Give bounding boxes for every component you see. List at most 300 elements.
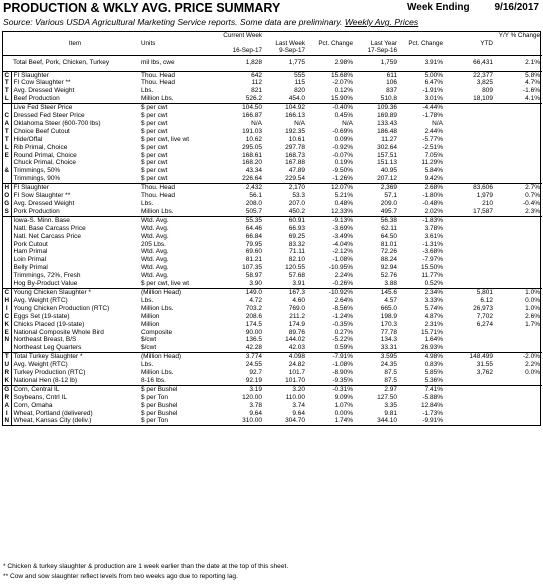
cell-yy-change: 4.7%: [525, 79, 540, 87]
cell-pct-change: 0.27%: [334, 328, 353, 336]
cell-last-year: 837: [386, 87, 397, 95]
cell-ytd: 5,801: [445, 288, 495, 296]
cell-pct-change-2: 1.64%: [424, 336, 443, 344]
table-row: [3, 175, 542, 183]
cell-yy-change: [495, 152, 542, 160]
cell-units: 205 Lbs.: [141, 240, 166, 248]
cell-units: Million Lbs.: [141, 207, 174, 215]
table-row: [3, 128, 542, 136]
cell-yy-change: [495, 120, 542, 128]
cell-pct-change: -0.26%: [332, 280, 353, 288]
cell-yy-change: 4.1%: [525, 95, 540, 103]
cell-units: Million: [141, 312, 160, 320]
table-row: [3, 256, 542, 264]
cell-last-week: 211.2: [289, 312, 305, 320]
cell-units: Million: [141, 320, 160, 328]
cell-current-week: 107.35: [242, 264, 262, 272]
table-row: [3, 385, 542, 393]
table-row: [3, 112, 542, 120]
cell-yy-change: [495, 241, 542, 249]
cell-current-week: 81.21: [245, 256, 262, 264]
table-row: [3, 79, 542, 87]
cell-units: Wtd. Avg.: [141, 256, 169, 264]
total-units: mil lbs, cwe: [139, 55, 220, 71]
cell-current-week: 168.61: [242, 151, 262, 159]
section-letter: T: [3, 353, 11, 361]
table-row: [3, 167, 542, 175]
cell-current-week: 821: [251, 87, 262, 95]
cell-units: $/cwt: [141, 336, 157, 344]
cell-last-year: 72.26: [380, 248, 397, 256]
cell-last-year: 611: [355, 71, 399, 79]
cell-pct-change: 2.64%: [334, 296, 353, 304]
cell-yy-change: [495, 136, 542, 144]
cell-current-week: 66.84: [245, 232, 262, 240]
cell-units: Million Lbs.: [141, 304, 174, 312]
cell-current-week: 43.34: [245, 167, 262, 175]
cell-yy-change: [495, 128, 542, 136]
section-letter: E: [4, 328, 9, 336]
cell-ytd: 22,377: [445, 71, 495, 79]
cell-item: FI Slaughter: [11, 184, 139, 192]
table-row: [3, 344, 542, 352]
cell-last-year: 2.97: [355, 385, 399, 393]
cell-last-year: 62.11: [381, 224, 397, 232]
cell-ytd: 6.12: [480, 296, 493, 304]
col-current-week-label: Current Week: [223, 32, 262, 39]
table-row: [3, 216, 542, 224]
cell-yy-change: [495, 175, 542, 183]
cell-item: Belly Primal: [11, 264, 139, 272]
cell-units: Wtd. Avg.: [141, 248, 169, 256]
table-row: [3, 353, 542, 361]
section-letter: H: [4, 184, 10, 192]
cell-last-week: 57.68: [288, 272, 305, 280]
cell-last-year: 92.94: [380, 264, 397, 272]
cell-item: Wheat, Kansas City (deliv.): [11, 417, 139, 425]
cell-last-week: 3.20: [264, 385, 307, 393]
cell-last-year: 52.76: [380, 272, 397, 280]
table-row: [3, 200, 542, 208]
section-letter: H: [4, 296, 10, 304]
cell-yy-change: [495, 336, 542, 344]
cell-last-year: 344.10: [377, 417, 397, 425]
section-letter: [3, 175, 11, 183]
cell-ytd: [445, 241, 495, 249]
cell-ytd: [445, 272, 495, 280]
cell-pct-change-2: -4.44%: [399, 104, 445, 112]
cell-pct-change-2: -1.80%: [422, 192, 443, 200]
cell-last-year: 3.35: [384, 401, 397, 409]
cell-ytd: [445, 410, 495, 418]
cell-item: Wheat, Portland (delivered): [11, 410, 139, 418]
cell-item: Loin Primal: [11, 256, 139, 264]
total-item: Total Beef, Pork, Chicken, Turkey: [11, 55, 139, 71]
cell-current-week: 526.2: [245, 95, 262, 103]
cell-item: Choice Beef Cutout: [11, 128, 139, 136]
cell-ytd: [445, 394, 495, 402]
cell-pct-change-2: 3.01%: [424, 95, 443, 103]
cell-item: Iowa-S. Minn. Base: [11, 216, 139, 224]
cell-yy-change: 0.0%: [525, 369, 540, 377]
cell-pct-change-2: 2.44%: [424, 127, 443, 135]
cell-pct-change: 12.07%: [307, 184, 355, 192]
cell-ytd: [445, 167, 495, 175]
cell-units: Wtd. Avg.: [141, 264, 169, 272]
cell-last-year: 127.50: [377, 393, 397, 401]
cell-pct-change: -0.69%: [332, 127, 353, 135]
cell-yy-change: -1.6%: [523, 87, 540, 95]
cell-last-year: 56.38: [355, 216, 399, 224]
cell-pct-change: 1.74%: [334, 417, 353, 425]
cell-ytd: [445, 336, 495, 344]
cell-current-week: 149.0: [220, 288, 264, 296]
col-last-week: Last Week: [275, 39, 305, 47]
cell-units: Million Lbs.: [141, 369, 174, 377]
cell-pct-change-2: 12.84%: [420, 401, 443, 409]
table-row: [3, 410, 542, 418]
table-row: [3, 192, 542, 200]
table-row: [3, 361, 542, 369]
cell-item: Chuck Primal, Choice: [11, 159, 139, 167]
cell-pct-change: -3.49%: [332, 232, 353, 240]
section-letter: [3, 280, 11, 288]
cell-pct-change: 2.24%: [334, 272, 353, 280]
cell-last-year: 186.48: [377, 127, 397, 135]
cell-pct-change-2: 11.29%: [421, 159, 443, 167]
cell-units: Composite: [141, 328, 173, 336]
cell-last-week: 47.89: [288, 167, 305, 175]
cell-item: Avg. Weight (RTC): [11, 297, 139, 305]
section-letter: L: [4, 143, 9, 151]
section-letter: E: [4, 151, 9, 159]
cell-pct-change: -3.69%: [332, 224, 353, 232]
section-letter: [3, 216, 11, 224]
cell-last-year: 87.5: [384, 369, 397, 377]
summary-table-container: [2, 31, 541, 426]
cell-item: Natl. Net Carcass Price: [11, 233, 139, 241]
cell-last-year: 302.64: [377, 143, 397, 151]
cell-current-week: 3.774: [220, 353, 264, 361]
cell-pct-change: -9.50%: [332, 167, 353, 175]
cell-current-week: 3.90: [249, 280, 262, 288]
total-yy: 2.1%: [495, 55, 542, 71]
cell-item: Round Primal, Choice: [11, 152, 139, 160]
cell-current-week: 112: [251, 79, 262, 87]
cell-pct-change-2: 5.36%: [424, 376, 443, 384]
col-yy-change: Y/Y % Change: [498, 32, 540, 39]
cell-pct-change-2: 5.74%: [424, 304, 443, 312]
cell-item: Pork Cutout: [11, 241, 139, 249]
cell-pct-change: -1.08%: [332, 256, 353, 264]
table-row: [3, 159, 542, 167]
cell-units: $ per Bushel: [141, 401, 178, 409]
cell-current-week: 104.50: [220, 104, 264, 112]
cell-last-year: 77.78: [380, 328, 397, 336]
col-pct-change-2: Pct. Change: [408, 39, 443, 47]
week-ending-label: Week Ending: [407, 2, 470, 13]
cell-pct-change: -1.24%: [332, 312, 353, 320]
section-letter: A: [4, 401, 10, 409]
cell-pct-change-2: 9.42%: [424, 175, 443, 183]
table-row: [3, 184, 542, 192]
section-letter: C: [4, 288, 10, 296]
cell-last-week: 53.3: [292, 192, 305, 200]
cell-item: Trimmings, 50%: [11, 167, 139, 175]
cell-last-week: 89.76: [288, 328, 305, 336]
cell-last-week: 555: [264, 71, 307, 79]
section-letter: [3, 248, 11, 256]
cell-pct-change: -0.92%: [332, 143, 353, 151]
cell-current-week: 4.72: [249, 296, 262, 304]
cell-yy-change: [495, 410, 542, 418]
cell-last-year: 145.6: [355, 288, 399, 296]
cell-pct-change: -5.22%: [332, 336, 353, 344]
cell-last-week: 83.32: [288, 240, 305, 248]
table-row: [3, 71, 542, 79]
section-letter: G: [4, 385, 10, 393]
section-letter: N: [4, 336, 10, 344]
cell-current-week: 295.05: [242, 143, 262, 151]
cell-current-week: 120.00: [242, 393, 262, 401]
cell-ytd: 6,274: [476, 320, 493, 328]
cell-last-week: 454.0: [288, 95, 305, 103]
cell-ytd: [445, 225, 495, 233]
cell-pct-change: -8.90%: [332, 369, 353, 377]
section-letter: G: [4, 200, 10, 207]
cell-last-year: 87.5: [384, 376, 397, 384]
cell-pct-change: -10.92%: [307, 288, 355, 296]
cell-pct-change-2: -9.91%: [422, 417, 443, 425]
cell-ytd: [445, 159, 495, 167]
cell-units: $ per cwt: [141, 167, 168, 175]
cell-pct-change: 15.68%: [307, 71, 355, 79]
cell-units: Thou. Head: [139, 71, 220, 79]
cell-pct-change: -10.95%: [328, 264, 353, 272]
cell-last-week: 166.13: [285, 112, 305, 120]
cell-pct-change-2: 2.68%: [399, 184, 445, 192]
cell-ytd: [445, 264, 495, 272]
cell-yy-change: 5.8%: [495, 71, 542, 79]
cell-last-week: 229.54: [285, 175, 305, 183]
cell-yy-change: 2.2%: [525, 361, 540, 369]
cell-last-week: 24.82: [288, 361, 305, 369]
cell-item: Oklahoma Steer (600-700 lbs): [11, 120, 139, 128]
cell-current-week: 642: [220, 71, 264, 79]
cell-pct-change-2: -7.97%: [422, 256, 443, 264]
cell-units: Wtd. Avg.: [141, 224, 169, 232]
cell-pct-change-2: 15.50%: [420, 264, 443, 272]
cell-ytd: [445, 280, 495, 288]
cell-yy-change: 1.7%: [525, 320, 540, 328]
cell-pct-change: -7.91%: [307, 353, 355, 361]
cell-ytd: [445, 120, 495, 128]
table-row: [3, 394, 542, 402]
cell-current-week: 2,432: [220, 184, 264, 192]
cell-last-year: 109.36: [355, 104, 399, 112]
cell-current-week: 310.00: [242, 417, 262, 425]
cell-pct-change-2: 5.84%: [424, 167, 443, 175]
cell-pct-change: 9.09%: [334, 393, 353, 401]
cell-ytd: [445, 402, 495, 410]
cell-current-week: 42.28: [245, 344, 262, 352]
cell-ytd: [445, 417, 495, 425]
cell-units: $ per Bushel: [139, 385, 220, 393]
cell-last-week: 69.25: [288, 232, 305, 240]
cell-item: National Hen (8-12 lb): [11, 377, 139, 385]
cell-last-year: 106: [386, 79, 397, 87]
cell-item: Hide/Offal: [11, 136, 139, 144]
total-row: [3, 55, 542, 71]
cell-last-week: 110.00: [285, 393, 305, 401]
table-row: [3, 95, 542, 103]
cell-ytd: 18,109: [473, 95, 493, 103]
cell-pct-change-2: 2.02%: [424, 207, 443, 215]
cell-units: Lbs.: [141, 296, 154, 304]
cell-item: Chicks Placed (19-state): [11, 321, 139, 329]
cell-pct-change-2: 7.41%: [399, 385, 445, 393]
cell-yy-change: [495, 394, 542, 402]
cell-pct-change-2: -3.68%: [422, 248, 443, 256]
cell-pct-change: 0.09%: [334, 135, 353, 143]
cell-pct-change-2: 3.33%: [424, 296, 443, 304]
cell-pct-change-2: 3.61%: [424, 232, 443, 240]
cell-ytd: [445, 329, 495, 337]
cell-pct-change-2: 2.31%: [424, 320, 443, 328]
cell-last-year: 170.3: [380, 320, 397, 328]
cell-last-week: 101.7: [288, 369, 305, 377]
table-row: [3, 225, 542, 233]
cell-current-week: 505.7: [245, 207, 262, 215]
source-note: [3, 17, 418, 27]
col-ytd: YTD: [480, 39, 493, 47]
cell-last-year: 495.7: [380, 207, 397, 215]
cell-ytd: [445, 144, 495, 152]
cell-last-year: 11.27: [381, 135, 397, 143]
cell-last-week: 769.0: [288, 304, 305, 312]
cell-ytd: 809: [482, 87, 493, 95]
cell-ytd: 1,979: [476, 192, 493, 200]
cell-last-week: N/A: [294, 119, 305, 127]
section-letter: A: [4, 119, 10, 127]
cell-units: Wtd. Avg.: [139, 216, 220, 224]
weekly-avg-prices-link[interactable]: Weekly Avg. Prices: [344, 17, 419, 27]
cell-last-week: 60.91: [264, 216, 307, 224]
cell-pct-change: 1.07%: [334, 401, 353, 409]
cell-last-year: 24.35: [380, 361, 397, 369]
cell-current-week: 226.64: [242, 175, 262, 183]
cell-item: Trimmings, 72%, Fresh: [11, 272, 139, 280]
section-letter: T: [4, 135, 9, 143]
cell-ytd: [445, 385, 495, 393]
section-letter: I: [5, 304, 8, 312]
cell-yy-change: [495, 385, 542, 393]
cell-pct-change-2: 2.34%: [399, 288, 445, 296]
cell-pct-change: -8.56%: [332, 304, 353, 312]
cell-pct-change: -9.13%: [307, 216, 355, 224]
cell-yy-change: [495, 344, 542, 352]
col-item: Item: [68, 39, 82, 47]
col-pct-change: Pct. Change: [318, 39, 353, 47]
cell-current-week: 3.19: [220, 385, 264, 393]
cell-current-week: 92.19: [245, 376, 262, 384]
cell-yy-change: [495, 104, 542, 112]
cell-last-week: 167.3: [264, 288, 307, 296]
cell-last-year: 198.9: [380, 312, 397, 320]
table-row: [3, 233, 542, 241]
cell-last-week: 120.55: [285, 264, 305, 272]
cell-last-week: 101.70: [285, 376, 305, 384]
cell-yy-change: 2.6%: [525, 312, 540, 320]
section-letter: K: [4, 376, 10, 384]
cell-item: Corn, Omaha: [11, 402, 139, 410]
cell-yy-change: [495, 272, 542, 280]
table-row: [3, 241, 542, 249]
section-letter: I: [5, 409, 8, 417]
cell-item: Dressed Fed Steer Price: [11, 112, 139, 120]
cell-ytd: 148.499: [445, 353, 495, 361]
cell-pct-change-2: 7.05%: [424, 151, 443, 159]
cell-ytd: [445, 112, 495, 120]
cell-ytd: [445, 256, 495, 264]
cell-item: Avg. Dressed Weight: [11, 87, 139, 95]
table-row: [3, 336, 542, 344]
cell-ytd: 31.55: [476, 361, 493, 369]
table-body: [3, 32, 542, 425]
cell-last-year: 3.88: [384, 280, 397, 288]
page-title: PRODUCTION & WKLY AVG. PRICE SUMMARY: [3, 1, 281, 15]
cell-last-year: 134.3: [380, 336, 397, 344]
cell-last-week: 66.93: [288, 224, 305, 232]
cell-ytd: [445, 216, 495, 224]
summary-table: [3, 32, 542, 425]
cell-item: FI Cow Slaughter **: [11, 79, 139, 87]
cell-ytd: [445, 128, 495, 136]
cell-current-week: 191.03: [242, 127, 262, 135]
cell-ytd: 210: [482, 200, 493, 207]
section-letter: N: [4, 417, 10, 425]
cell-pct-change: 0.45%: [334, 112, 353, 120]
cell-units: $ per cwt: [141, 112, 168, 120]
cell-item: Avg. Dressed Weight: [11, 200, 139, 208]
cell-pct-change-2: N/A: [432, 119, 443, 127]
section-letter: T: [4, 79, 9, 87]
cell-pct-change-2: 0.52%: [424, 280, 443, 288]
cell-current-week: 69.60: [245, 248, 262, 256]
cell-pct-change-2: 0.83%: [424, 361, 443, 369]
cell-pct-change-2: 26.93%: [420, 344, 443, 352]
cell-pct-change: -4.04%: [332, 240, 353, 248]
cell-last-year: 665.0: [380, 304, 397, 312]
cell-units: Lbs.: [141, 200, 154, 207]
cell-pct-change-2: -1.31%: [422, 240, 443, 248]
cell-yy-change: [495, 264, 542, 272]
cell-pct-change-2: -5.77%: [422, 135, 443, 143]
section-letter: [3, 159, 11, 167]
cell-item: Corn, Central IL: [11, 385, 139, 393]
cell-current-week: 55.35: [220, 216, 264, 224]
section-letter: O: [4, 192, 10, 200]
cell-pct-change: -0.07%: [332, 151, 353, 159]
cell-pct-change-2: -0.48%: [422, 200, 443, 207]
cell-pct-change: 0.48%: [334, 200, 353, 207]
cell-item: Young Chicken Production (RTC): [11, 305, 139, 313]
section-letter: [3, 264, 11, 272]
table-row: [3, 329, 542, 337]
total-last-year: 1,759: [355, 55, 399, 71]
cell-last-week: 168.73: [285, 151, 305, 159]
table-row: [3, 272, 542, 280]
